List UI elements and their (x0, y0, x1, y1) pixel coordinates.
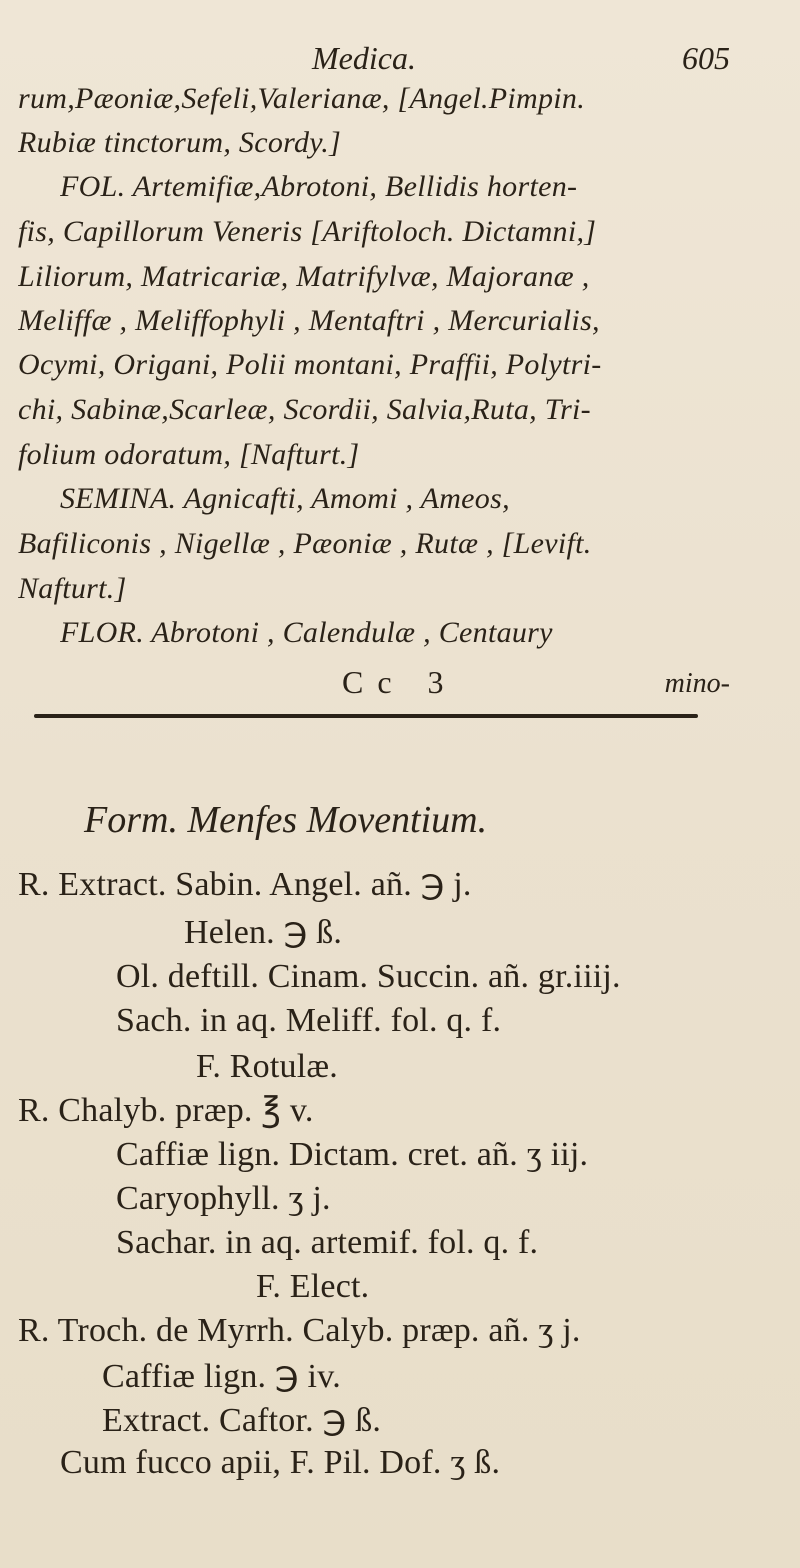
text-line: FLOR. Abrotoni , Calendulæ , Centaury (60, 616, 553, 649)
text-line: Ocymi, Origani, Polii montani, Praffii, Polytri- (18, 348, 602, 381)
text-line: Rubiæ tinctorum, Scordy.] (18, 126, 342, 159)
text-line: FOL. Artemifiæ,Abrotoni, Bellidis horten- (60, 170, 578, 203)
recipe-line: Caryophyll. ʒ j. (116, 1180, 331, 1217)
recipe-line: R. Extract. Sabin. Angel. añ. ℈ j. (18, 866, 472, 903)
text-line: folium odoratum, [Nafturt.] (18, 438, 360, 471)
text-line: chi, Sabinæ,Scarleæ, Scordii, Salvia,Ruta, Tri- (18, 393, 591, 426)
page-number: 605 (682, 40, 730, 76)
recipe-line: Sach. in aq. Meliff. fol. q. f. (116, 1002, 502, 1039)
recipe-line: R. Chalyb. præp. ℥ v. (18, 1092, 314, 1129)
signature-line (0, 664, 800, 708)
recipe-line: Helen. ℈ ß. (184, 914, 343, 951)
signature-mark: Cc 3 (342, 664, 458, 700)
recipe-line: F. Elect. (256, 1268, 370, 1305)
recipe-line: Cum fucco apii, F. Pil. Dof. ʒ ß. (60, 1444, 501, 1481)
section-heading: Form. Menfes Moventium. (84, 799, 488, 841)
recipe-line: R. Troch. de Myrrh. Calyb. præp. añ. ʒ j. (18, 1312, 581, 1349)
recipe-line: F. Rotulæ. (196, 1048, 338, 1085)
recipe-line: Ol. deftill. Cinam. Succin. añ. gr.iiij. (116, 958, 621, 995)
text-line: Nafturt.] (18, 572, 127, 605)
recipe-line: Extract. Caftor. ℈ ß. (102, 1402, 382, 1439)
recipe-line: Caffiæ lign. Dictam. cret. añ. ʒ iij. (116, 1136, 589, 1173)
text-line: Bafiliconis , Nigellæ , Pæoniæ , Rutæ , [Levift. (18, 527, 592, 560)
text-line: fis, Capillorum Veneris [Ariftoloch. Dictamni,] (18, 215, 597, 248)
text-line: rum,Pæoniæ,Sefeli,Valerianæ, [Angel.Pimpin. (18, 82, 586, 115)
text-line: SEMINA. Agnicafti, Amomi , Ameos, (60, 482, 510, 515)
recipe-line: Sachar. in aq. artemif. fol. q. f. (116, 1224, 539, 1261)
recipe-line: Caffiæ lign. ℈ iv. (102, 1358, 341, 1395)
text-line: Liliorum, Matricariæ, Matrifylvæ, Majoranæ , (18, 260, 590, 293)
catchword: mino- (664, 668, 730, 699)
running-head-title: Medica. (312, 40, 416, 76)
running-head (0, 40, 800, 84)
horizontal-rule (34, 714, 698, 718)
text-line: Meliffæ , Meliffophyli , Mentaftri , Mercurialis, (18, 304, 600, 337)
